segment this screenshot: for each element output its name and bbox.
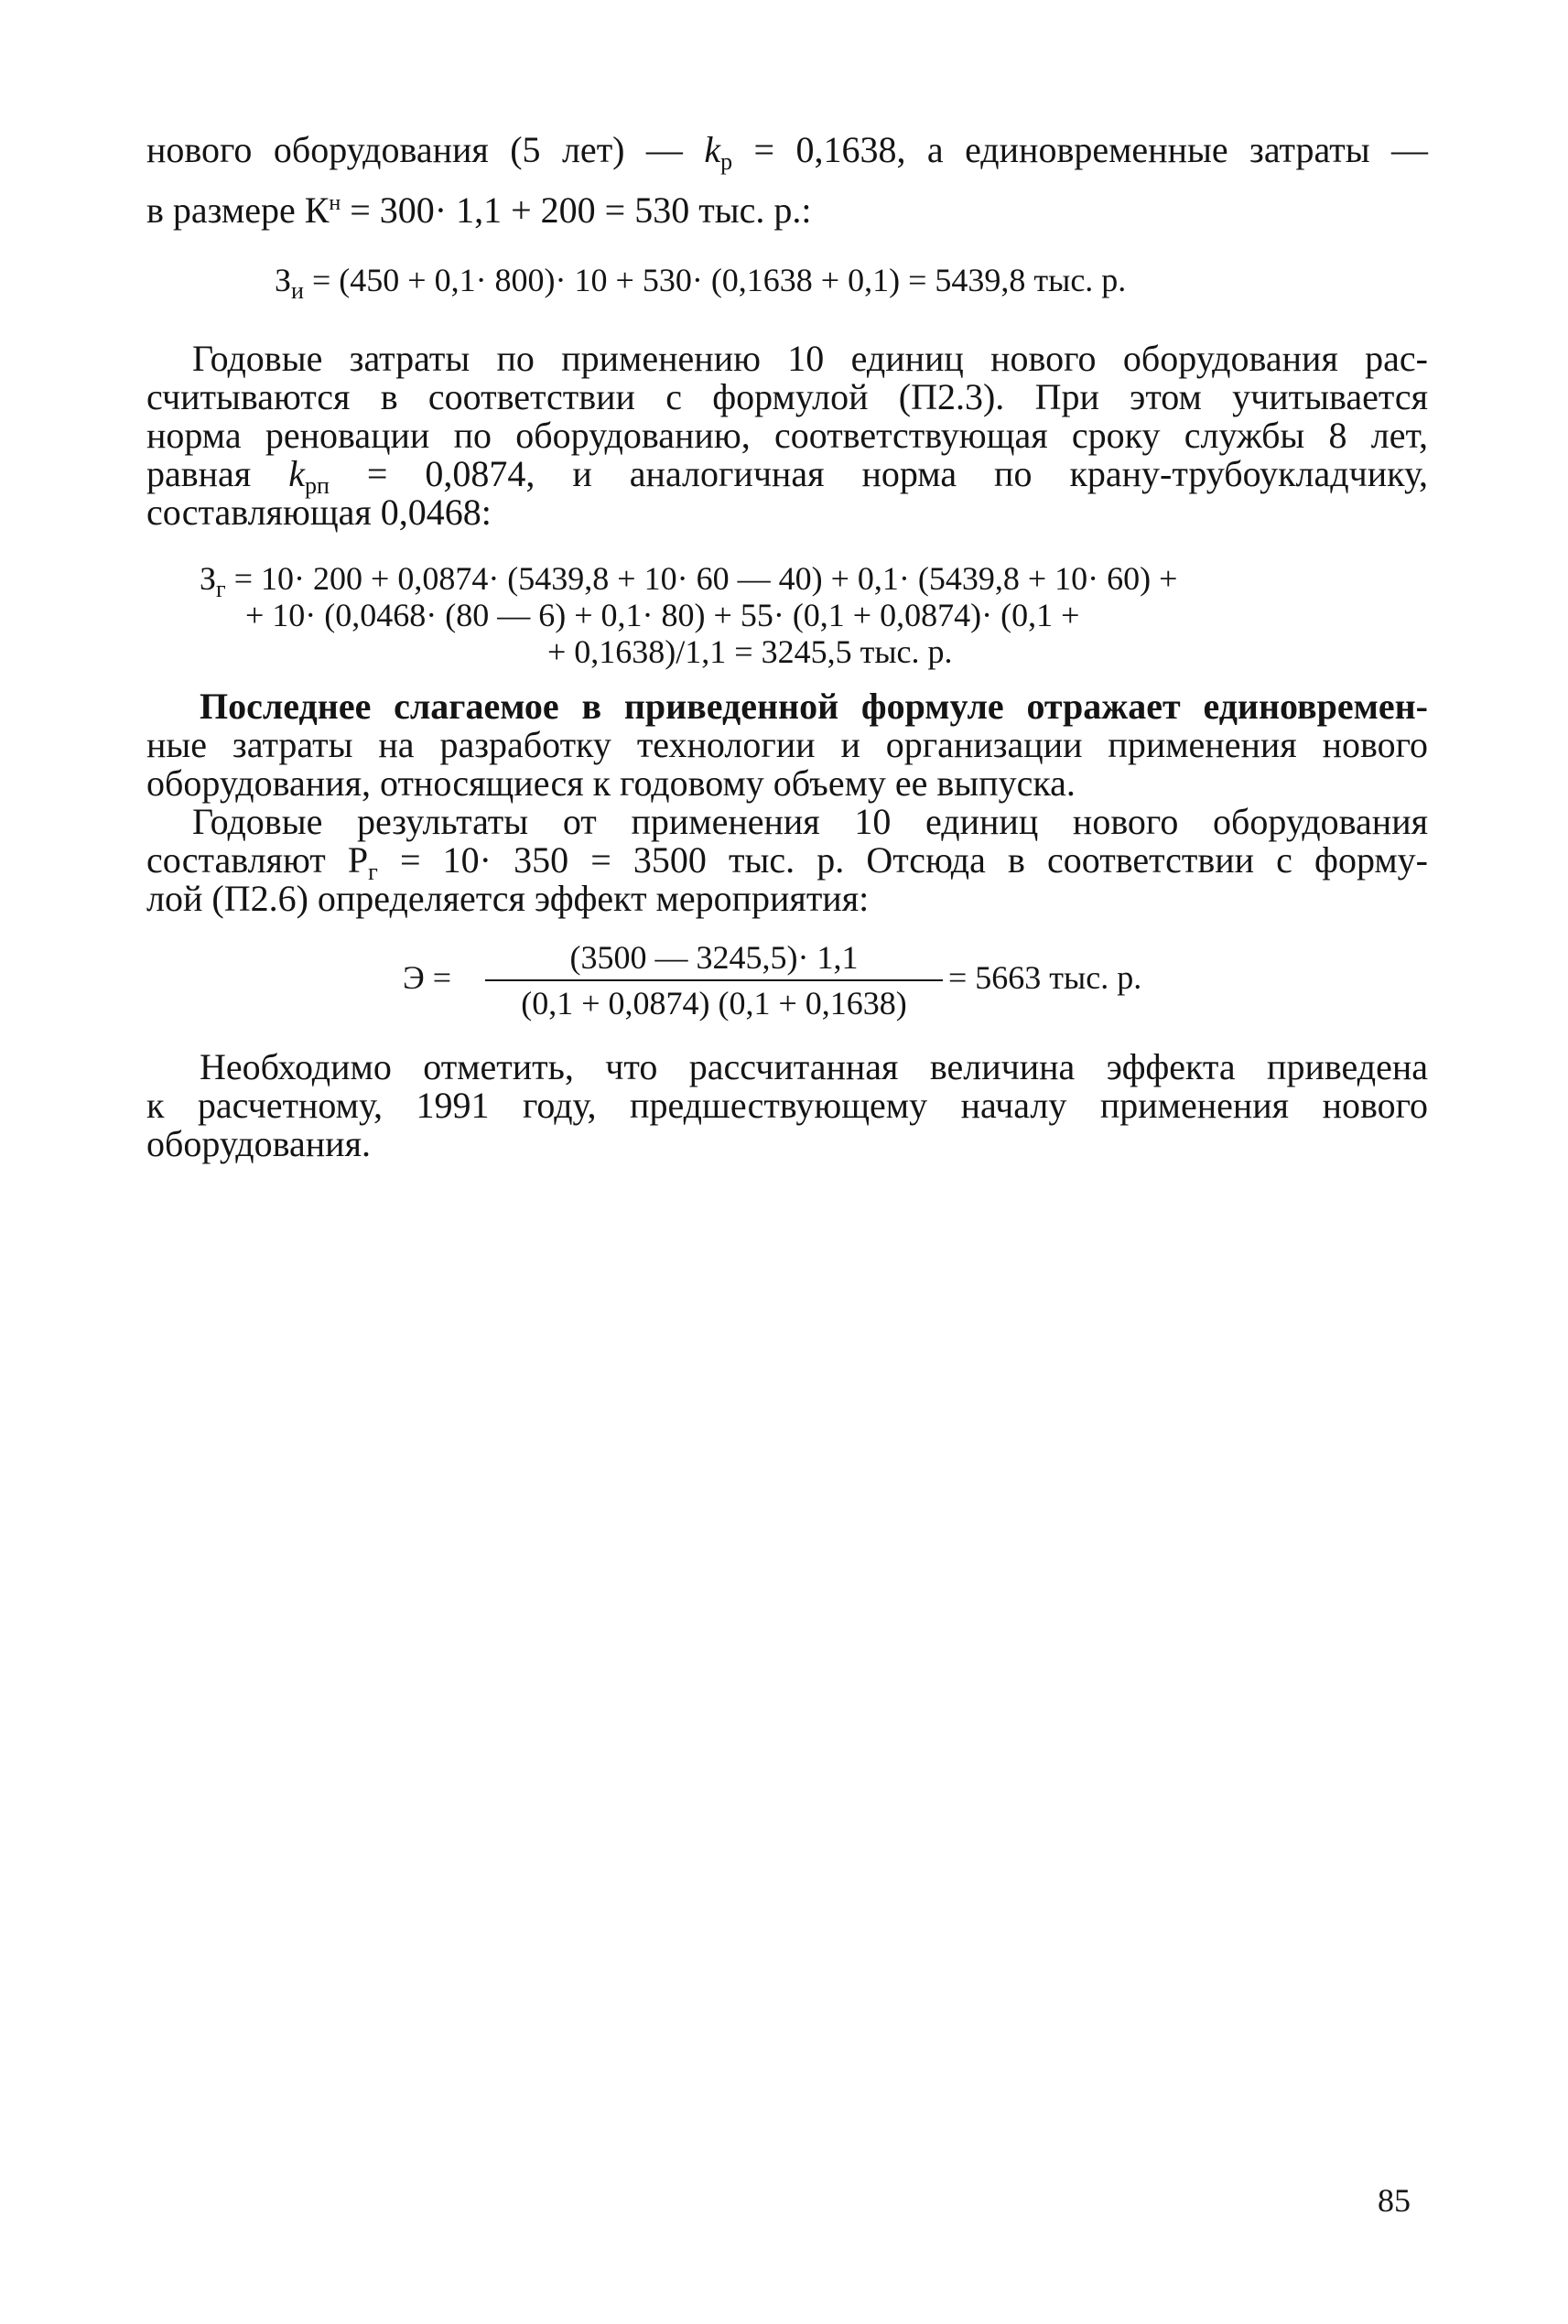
results-line-1: Годовые результаты от применения 10 единиц нового оборудования [192,801,1428,842]
annual-costs-line-4: равная $k_{рп} = 0,0874$, и аналогичная норма по крану-трубоукладчику, [146,453,1428,499]
annual-costs-line-5: составляющая 0,0468: [146,492,492,533]
annual-costs-line-2: считываются в соответствии с формулой (П2.3). При этом учитывается [146,376,1428,417]
results-line-2: составляют $Р_г = 10\cdot 350 = 3500$ тыс. р. Отсюда в соответствии с форму- [146,839,1428,885]
conclusion-line-1: Необходимо отметить, что рассчитанная величина эффекта приведена [200,1046,1428,1087]
formula-effect-fraction [485,939,943,1021]
conclusion-line-2: к расчетному, 1991 году, предшествующему началу применения нового [146,1085,1428,1126]
formula-effect-lhs: Э = [403,959,452,996]
formula-zi: $З_и = (450 + 0,1\cdot 800)\cdot 10 + 530\cdot (0,1638 + 0,1) = 5439,8$ тыс. р. [275,262,1127,304]
formula-effect-rhs: = 5663 тыс. р. [948,959,1142,996]
formula-zg-line-1: $З_г = 10\cdot 200 + 0,0874\cdot (5439,8 + 10\cdot 60$ — 40) + 0,1· (5439,8 + 10· 60) + [200,560,1178,602]
page-number: 85 [1378,2182,1411,2219]
last-term-line-3: оборудования, относящиеся к годовому объему ее выпуска. [146,762,1076,804]
annual-costs-line-1: Годовые затраты по применению 10 единиц нового оборудования рас- [192,338,1428,379]
conclusion-line-3: оборудования. [146,1123,371,1164]
results-line-3: лой (П2.6) определяется эффект мероприятия: [146,878,870,919]
intro-line-1: нового оборудования (5 лет) — $k_р = 0,1638$, а единовременные затраты — [146,129,1428,175]
formula-effect-numerator: (3500 — 3245,5)· 1,1 [569,939,859,976]
intro-line-2: в размере $К^н = 300\cdot 1,1 + 200 = 530$ тыс. р.: [146,189,812,231]
last-term-line-1: Последнее слагаемое в приведенной формуле отражает единовремен- [200,686,1428,727]
last-term-line-2: ные затраты на разработку технологии и организации применения нового [146,724,1428,765]
formula-effect-denominator: (0,1 + 0,0874) (0,1 + 0,1638) [485,979,943,1021]
formula-zg-line-3: + 0,1638)/1,1 = 3245,5 тыс. р. [547,633,953,670]
annual-costs-line-3: норма реновации по оборудованию, соответствующая сроку службы 8 лет, [146,415,1428,456]
formula-zg-line-2: + 10· (0,0468· (80 — 6) + 0,1· 80) + 55· (0,1 + 0,0874)· (0,1 + [245,597,1080,633]
